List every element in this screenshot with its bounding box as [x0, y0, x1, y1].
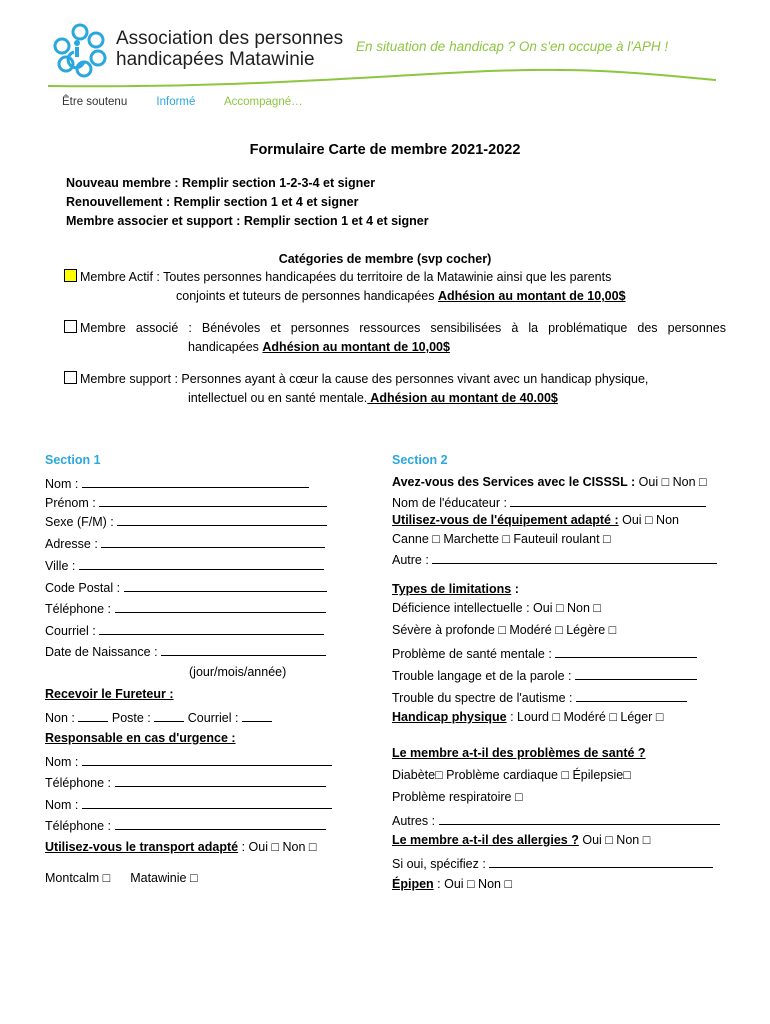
field-courriel: [45, 622, 324, 638]
limitations-colon: :: [511, 582, 519, 596]
allergies-question: [392, 833, 650, 847]
equipement-options[interactable]: Oui □ Non: [618, 513, 679, 527]
field-autres: [392, 812, 720, 828]
checkbox-actif[interactable]: [64, 269, 77, 282]
categories-heading: Catégories de membre (svp cocher): [278, 252, 492, 266]
label-educateur: Nom de l'éducateur :: [392, 496, 507, 510]
label-prenom: Prénom :: [45, 496, 96, 510]
support-fee: Adhésion au montant de 40.00$: [367, 391, 558, 405]
equipement-list[interactable]: Canne □ Marchette □ Fauteuil roulant □: [392, 532, 611, 546]
input-specifiez[interactable]: [489, 855, 713, 868]
tag-soutenu: Être soutenu: [62, 96, 128, 108]
label-nom: Nom :: [45, 477, 79, 491]
category-support: [64, 370, 744, 408]
option-montcalm[interactable]: Montcalm □: [45, 871, 111, 885]
associe-fee: Adhésion au montant de 10,00$: [262, 340, 450, 354]
handicap-label: Handicap physique: [392, 710, 507, 724]
org-name-line2: handicapées Matawinie: [116, 49, 315, 70]
label-autre: Autre :: [392, 553, 429, 567]
label-telephone: Téléphone :: [45, 602, 112, 616]
input-urg-tel2[interactable]: [115, 817, 326, 830]
equipement-question: [392, 513, 679, 527]
header-divider: [48, 60, 718, 90]
label-sexe: Sexe (F/M) :: [45, 515, 114, 529]
section1-title: Section 1: [45, 453, 101, 467]
label-urg-tel2: Téléphone :: [45, 819, 112, 833]
sante-question: Le membre a-t-il des problèmes de santé ?: [392, 746, 646, 760]
field-date-naissance: [45, 643, 326, 659]
label-urg-nom2: Nom :: [45, 798, 79, 812]
org-name-line1: Association des personnes: [116, 28, 344, 49]
tag-informe: Informé: [156, 96, 196, 108]
category-actif: [64, 268, 744, 306]
field-code-postal: [45, 579, 327, 595]
epipen-question: [392, 877, 512, 891]
field-prenom: [45, 494, 327, 510]
option-matawinie[interactable]: Matawinie □: [130, 871, 198, 885]
section2-title: Section 2: [392, 453, 448, 467]
deficience-options[interactable]: Déficience intellectuelle : Oui □ Non □: [392, 601, 601, 615]
checkbox-associe[interactable]: [64, 320, 77, 333]
limitations-heading: [392, 582, 519, 596]
cisssl-question: [392, 475, 707, 489]
input-fur-courriel[interactable]: [242, 709, 272, 722]
field-nom: [45, 475, 309, 491]
transport-label: Utilisez-vous le transport adapté: [45, 840, 239, 854]
fureteur-heading: Recevoir le Fureteur :: [45, 687, 174, 701]
input-educateur[interactable]: [510, 494, 706, 507]
instruction-associer: Membre associer et support : Remplir section 1 et 4 et signer: [66, 214, 429, 228]
input-autisme[interactable]: [576, 689, 687, 702]
category-associe: [64, 319, 726, 357]
field-urg-tel2: [45, 817, 326, 833]
input-langage[interactable]: [575, 667, 697, 680]
input-sexe[interactable]: [117, 513, 327, 526]
input-autres[interactable]: [439, 812, 720, 825]
input-telephone[interactable]: [115, 600, 326, 613]
sante-options-line2[interactable]: Problème respiratoire □: [392, 790, 523, 804]
input-code-postal[interactable]: [124, 579, 327, 592]
severite-options[interactable]: Sévère à profonde □ Modéré □ Légère □: [392, 623, 617, 637]
field-sexe: [45, 513, 327, 529]
field-fureteur-options: [45, 709, 272, 725]
tagline: [62, 96, 329, 108]
label-fur-courriel: Courriel :: [187, 711, 239, 725]
cisssl-label: Avez-vous des Services avec le CISSSL :: [392, 475, 636, 489]
input-ville[interactable]: [79, 557, 324, 570]
label-urg-tel1: Téléphone :: [45, 776, 112, 790]
label-autisme: Trouble du spectre de l'autisme :: [392, 691, 573, 705]
equipement-label: Utilisez-vous de l'équipement adapté :: [392, 513, 619, 527]
input-nom[interactable]: [82, 475, 309, 488]
sante-options-line1[interactable]: Diabète□ Problème cardiaque □ Épilepsie□: [392, 768, 631, 782]
field-urg-tel1: [45, 774, 326, 790]
input-date-naissance[interactable]: [161, 643, 326, 656]
label-date-naissance: Date de Naissance :: [45, 645, 158, 659]
support-description-line2: intellectuel ou en santé mentale.: [188, 391, 368, 405]
urgence-heading: Responsable en cas d'urgence :: [45, 731, 236, 745]
field-adresse: [45, 535, 325, 551]
epipen-label: Épipen: [392, 877, 434, 891]
cisssl-options[interactable]: Oui □ Non □: [635, 475, 707, 489]
limitations-label: Types de limitations: [392, 582, 512, 596]
input-adresse[interactable]: [101, 535, 325, 548]
label-autres: Autres :: [392, 814, 436, 828]
support-description-line1: Membre support : Personnes ayant à cœur la cause des personnes vivant avec un handicap physique,: [80, 372, 649, 386]
actif-description-line2: conjoints et tuteurs de personnes handicapées: [176, 289, 435, 303]
input-urg-tel1[interactable]: [115, 774, 326, 787]
handicap-question: [392, 710, 663, 724]
input-autre[interactable]: [432, 551, 717, 564]
instructions: [66, 174, 429, 231]
label-sante-mentale: Problème de santé mentale :: [392, 647, 552, 661]
epipen-options[interactable]: : Oui □ Non □: [433, 877, 512, 891]
input-fur-non[interactable]: [78, 709, 108, 722]
instruction-renouvellement: Renouvellement : Remplir section 1 et 4 et signer: [66, 195, 359, 209]
field-autre: [392, 551, 717, 567]
handicap-options[interactable]: : Lourd □ Modéré □ Léger □: [506, 710, 664, 724]
allergies-label: Le membre a-t-il des allergies ?: [392, 833, 579, 847]
label-fur-poste: Poste :: [111, 711, 151, 725]
field-langage: [392, 667, 697, 683]
slogan: En situation de handicap ? On s'en occupe à l'APH !: [356, 39, 669, 54]
label-specifiez: Si oui, spécifiez :: [392, 857, 486, 871]
field-urg-nom2: [45, 796, 332, 812]
field-ville: [45, 557, 324, 573]
transport-question: [45, 840, 316, 854]
allergies-options[interactable]: Oui □ Non □: [578, 833, 651, 847]
label-code-postal: Code Postal :: [45, 581, 121, 595]
field-autisme: [392, 689, 687, 705]
associe-description-line2: handicapées: [188, 340, 259, 354]
field-telephone: [45, 600, 326, 616]
instruction-nouveau: Nouveau membre : Remplir section 1-2-3-4 et signer: [66, 176, 376, 190]
input-fur-poste[interactable]: [154, 709, 184, 722]
label-ville: Ville :: [45, 559, 76, 573]
field-specifiez: [392, 855, 713, 871]
actif-description-line1: Membre Actif : Toutes personnes handicapées du territoire de la Matawinie ainsi que les parents: [80, 270, 612, 284]
label-langage: Trouble langage et de la parole :: [392, 669, 572, 683]
field-sante-mentale: [392, 645, 697, 661]
field-urg-nom1: [45, 753, 332, 769]
region-options: [45, 871, 198, 885]
form-title: Formulaire Carte de membre 2021-2022: [249, 142, 521, 158]
label-courriel: Courriel :: [45, 624, 96, 638]
actif-fee: Adhésion au montant de 10,00$: [438, 289, 626, 303]
label-fur-non: Non :: [45, 711, 75, 725]
input-urg-nom2[interactable]: [82, 796, 332, 809]
label-urg-nom1: Nom :: [45, 755, 79, 769]
input-sante-mentale[interactable]: [555, 645, 697, 658]
field-educateur: [392, 494, 706, 510]
tag-accompagne: Accompagné…: [223, 96, 303, 108]
input-courriel[interactable]: [99, 622, 324, 635]
input-urg-nom1[interactable]: [82, 753, 332, 766]
transport-options[interactable]: : Oui □ Non □: [238, 840, 317, 854]
input-prenom[interactable]: [99, 494, 327, 507]
associe-description-line1: Membre associé : Bénévoles et personnes ressources sensibilisées à la problématique des personnes: [80, 321, 726, 335]
date-format-hint: (jour/mois/année): [189, 665, 287, 679]
checkbox-support[interactable]: [64, 371, 77, 384]
label-adresse: Adresse :: [45, 537, 98, 551]
